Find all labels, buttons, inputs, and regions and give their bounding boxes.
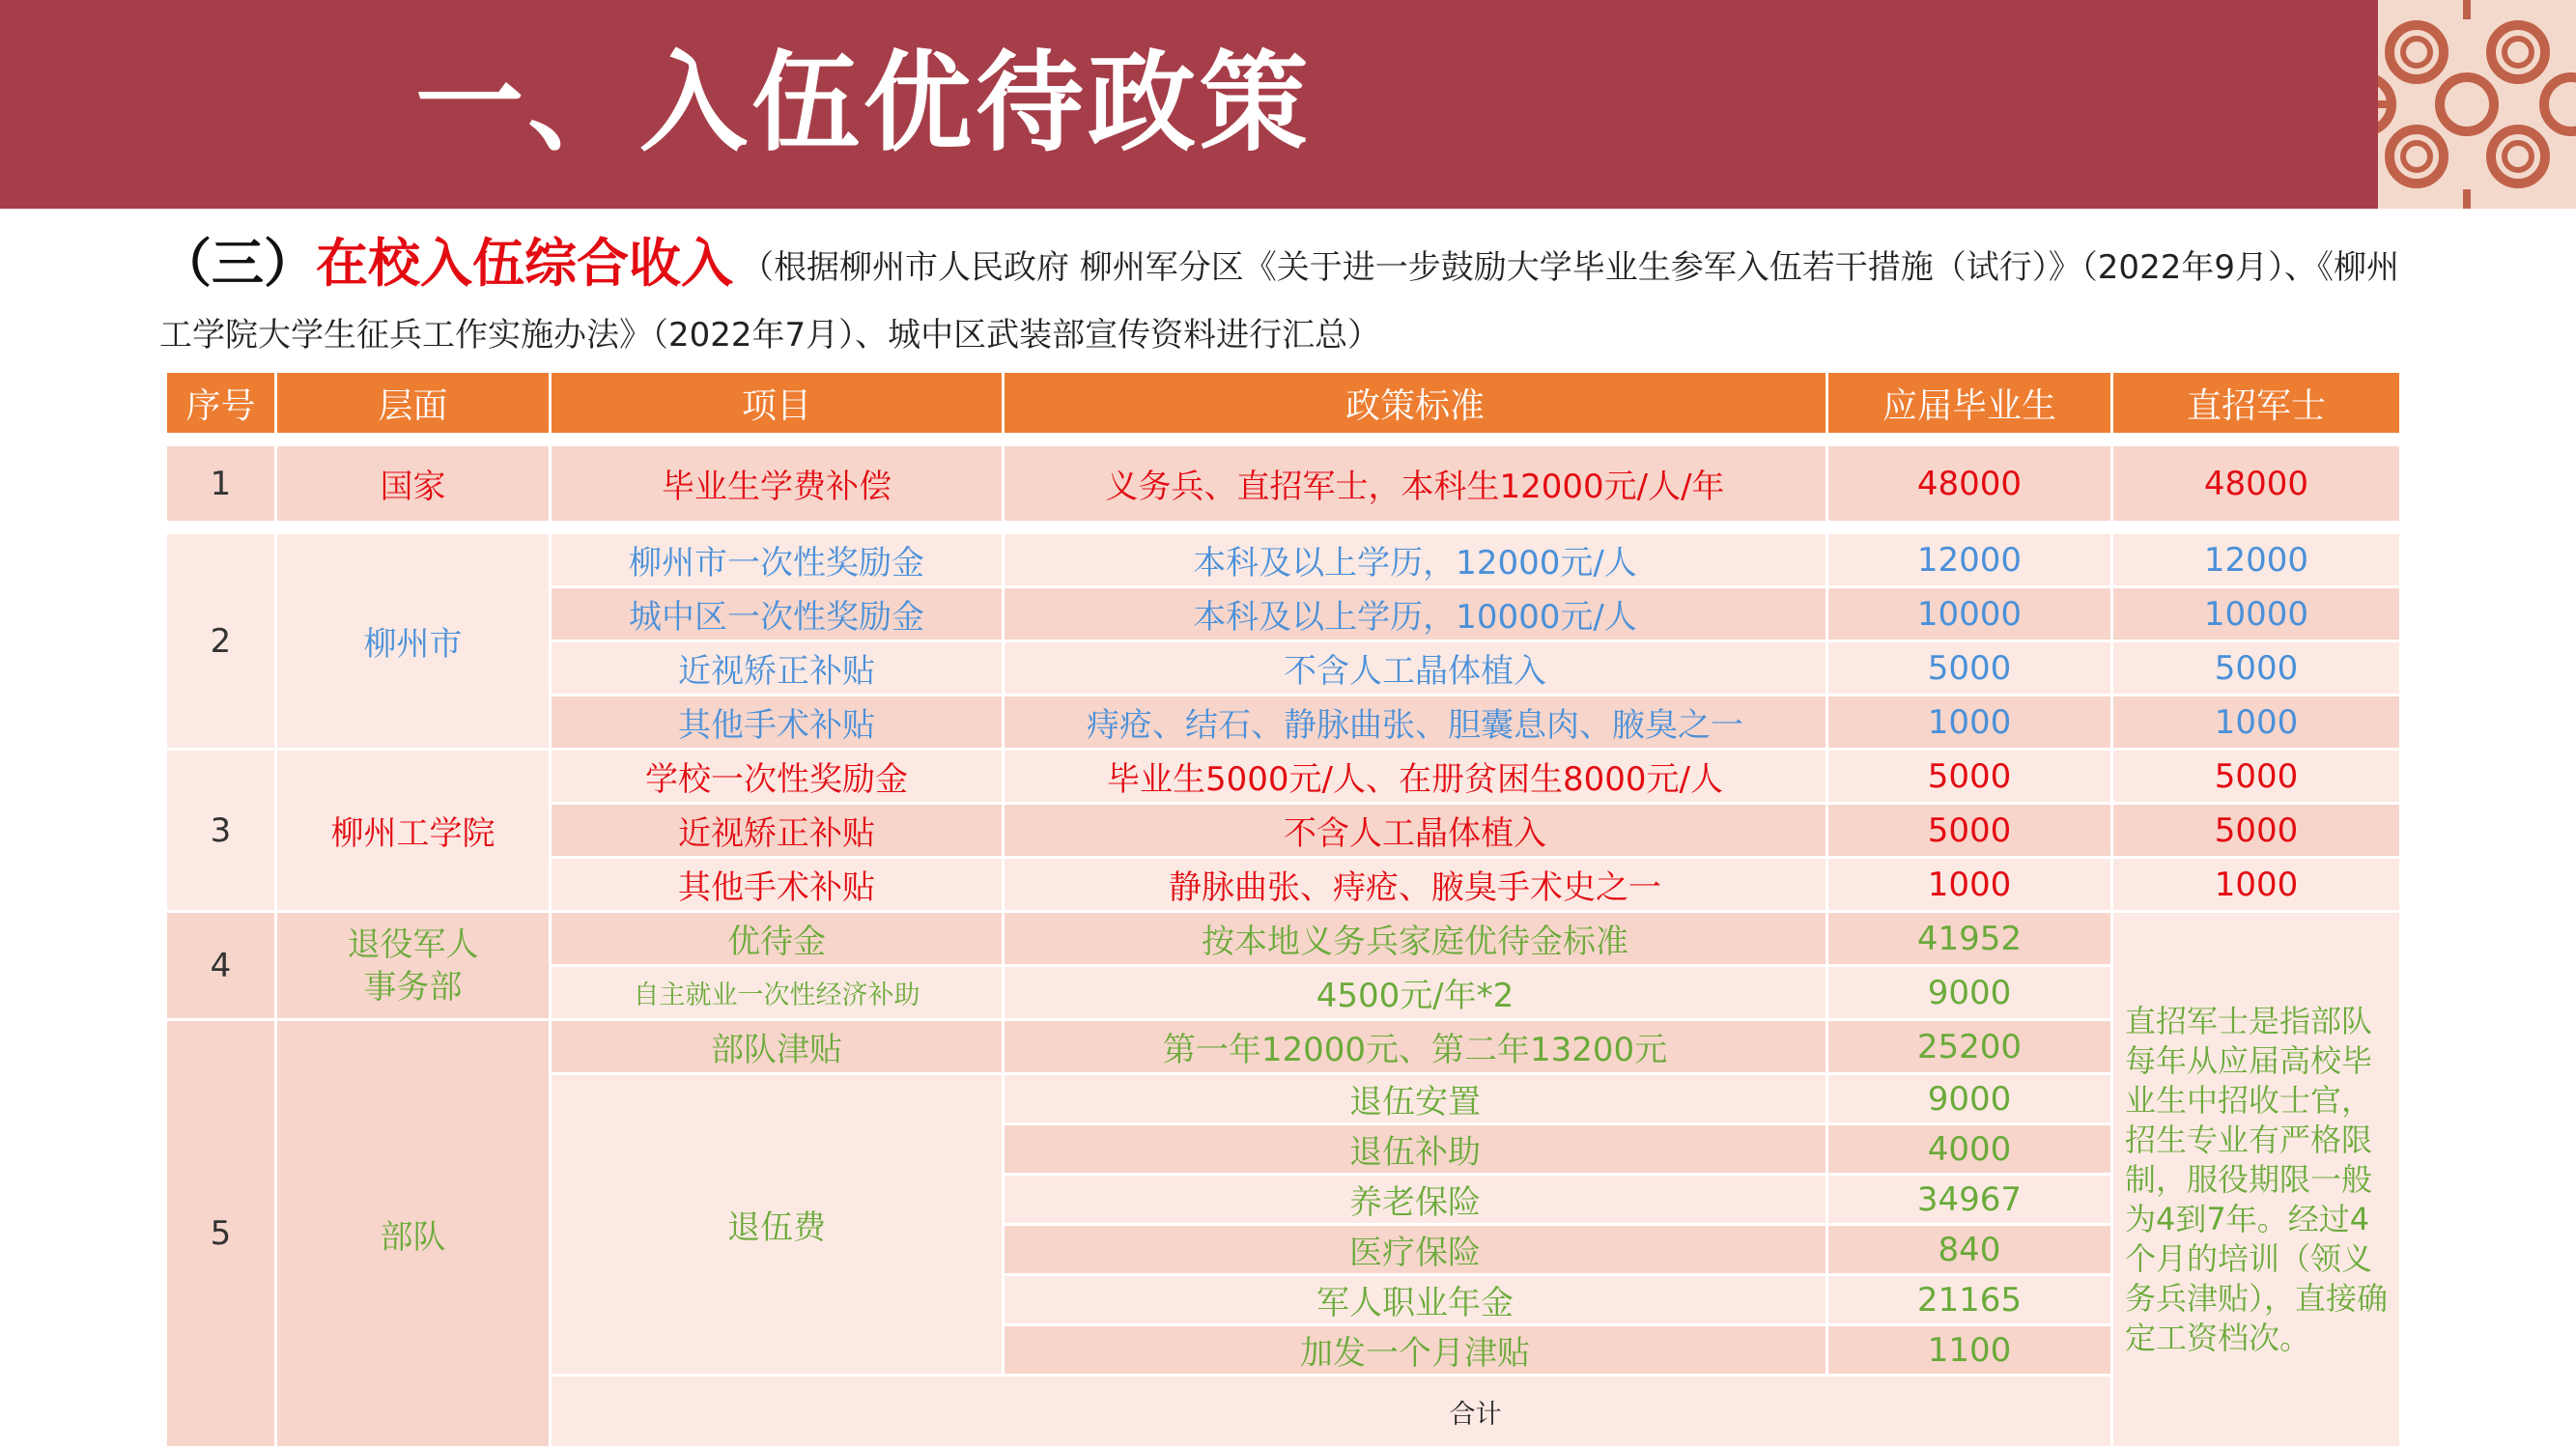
row-direct: 5000: [2112, 641, 2401, 696]
ornament-pattern-icon: [2378, 0, 2576, 209]
row-graduate: 4000: [1827, 1124, 2112, 1175]
row-direct: 1000: [2112, 696, 2401, 750]
row-item: 退伍费: [551, 1074, 1004, 1376]
row-item: 部队津贴: [551, 1020, 1004, 1074]
row-item: 毕业生学费补偿: [551, 445, 1004, 523]
row-graduate: 48000: [1827, 445, 2112, 523]
row-standard: 义务兵、直招军士，本科生12000元/人/年: [1004, 445, 1827, 523]
row-index: 3: [166, 750, 276, 912]
row-level: [276, 912, 551, 1020]
row-graduate: 1100: [1827, 1325, 2112, 1376]
row-item: 近视矫正补贴: [551, 804, 1004, 858]
row-index: 2: [166, 533, 276, 750]
row-level-line1: 退役军人: [347, 924, 479, 964]
col-header-index: 序号: [166, 372, 276, 435]
row-standard: 不含人工晶体植入: [1004, 804, 1827, 858]
row-direct: 5000: [2112, 804, 2401, 858]
row-direct: 5000: [2112, 750, 2401, 804]
row-direct: 48000: [2112, 445, 2401, 523]
col-header-standard: 政策标准: [1004, 372, 1827, 435]
row-standard: 静脉曲张、痔疮、腋臭手术史之一: [1004, 858, 1827, 912]
row-standard: 退伍补助: [1004, 1124, 1827, 1175]
row-level: 柳州工学院: [276, 750, 551, 912]
row-graduate: 5000: [1827, 804, 2112, 858]
row-standard: 军人职业年金: [1004, 1275, 1827, 1325]
row-graduate: 840: [1827, 1225, 2112, 1275]
direct-soldier-note: 直招军士是指部队每年从应届高校毕业生中招收士官，招生专业有严格限制，服役期限一般为4到7年。经过4个月的培训（领义务兵津贴），直接确定工资档次。: [2112, 912, 2401, 1448]
page-title: 一、入伍优待政策: [415, 41, 1312, 166]
row-graduate: 1000: [1827, 858, 2112, 912]
row-direct: 10000: [2112, 587, 2401, 641]
table-row: [166, 533, 2401, 587]
table-row: [166, 445, 2401, 523]
row-index: 5: [166, 1020, 276, 1448]
row-standard: 退伍安置: [1004, 1074, 1827, 1124]
subtitle: [159, 230, 2410, 369]
title-banner: [0, 0, 2576, 209]
table-header-row: [166, 372, 2401, 435]
row-graduate: 34967: [1827, 1175, 2112, 1225]
col-header-direct: 直招军士: [2112, 372, 2401, 435]
row-level-line2: 事务部: [363, 967, 463, 1007]
row-standard: 本科及以上学历，10000元/人: [1004, 587, 1827, 641]
section-heading: 在校入伍综合收入: [316, 233, 733, 294]
row-graduate: 5000: [1827, 641, 2112, 696]
row-index: 1: [166, 445, 276, 523]
table-row: [166, 750, 2401, 804]
row-graduate: 21165: [1827, 1275, 2112, 1325]
row-item: 近视矫正补贴: [551, 641, 1004, 696]
row-item: 其他手术补贴: [551, 858, 1004, 912]
row-standard: 痔疮、结石、静脉曲张、胆囊息肉、腋臭之一: [1004, 696, 1827, 750]
section-number: （三）: [159, 233, 316, 294]
row-graduate: 9000: [1827, 966, 2112, 1020]
source-note: （根据柳州市人民政府 柳州军分区《关于进一步鼓励大学毕业生参军入伍若干措施（试行）》（2022年9月）、《柳州工学院大学生征兵工作实施办法》（2022年7月）、城中区武装部宣传资料进行汇总）: [159, 248, 2399, 355]
row-standard: 第一年12000元、第二年13200元: [1004, 1020, 1827, 1074]
row-graduate: 5000: [1827, 750, 2112, 804]
row-item: 优待金: [551, 912, 1004, 966]
row-level: 柳州市: [276, 533, 551, 750]
row-item: 其他手术补贴: [551, 696, 1004, 750]
row-standard: 医疗保险: [1004, 1225, 1827, 1275]
row-standard: 按本地义务兵家庭优待金标准: [1004, 912, 1827, 966]
decorative-ornament: [2378, 0, 2576, 209]
row-standard: 加发一个月津贴: [1004, 1325, 1827, 1376]
row-direct: 1000: [2112, 858, 2401, 912]
col-header-item: 项目: [551, 372, 1004, 435]
row-standard: 4500元/年*2: [1004, 966, 1827, 1020]
row-standard: 毕业生5000元/人、在册贫困生8000元/人: [1004, 750, 1827, 804]
row-item: 柳州市一次性奖励金: [551, 533, 1004, 587]
row-index: 4: [166, 912, 276, 1020]
col-header-graduate: 应届毕业生: [1827, 372, 2112, 435]
row-item: 城中区一次性奖励金: [551, 587, 1004, 641]
row-item: 学校一次性奖励金: [551, 750, 1004, 804]
table-row: [166, 912, 2401, 966]
row-standard: 养老保险: [1004, 1175, 1827, 1225]
row-graduate: 41952: [1827, 912, 2112, 966]
row-graduate: 25200: [1827, 1020, 2112, 1074]
row-level: 国家: [276, 445, 551, 523]
row-graduate: 10000: [1827, 587, 2112, 641]
row-standard: 不含人工晶体植入: [1004, 641, 1827, 696]
table-row: [166, 1020, 2401, 1074]
row-graduate: 9000: [1827, 1074, 2112, 1124]
income-table: [164, 370, 2402, 1449]
row-item: 自主就业一次性经济补助: [551, 966, 1004, 1020]
row-standard: 本科及以上学历，12000元/人: [1004, 533, 1827, 587]
row-graduate: 1000: [1827, 696, 2112, 750]
total-label: 合计: [551, 1376, 2401, 1448]
col-header-level: 层面: [276, 372, 551, 435]
row-graduate: 12000: [1827, 533, 2112, 587]
row-direct: 12000: [2112, 533, 2401, 587]
row-level: 部队: [276, 1020, 551, 1448]
